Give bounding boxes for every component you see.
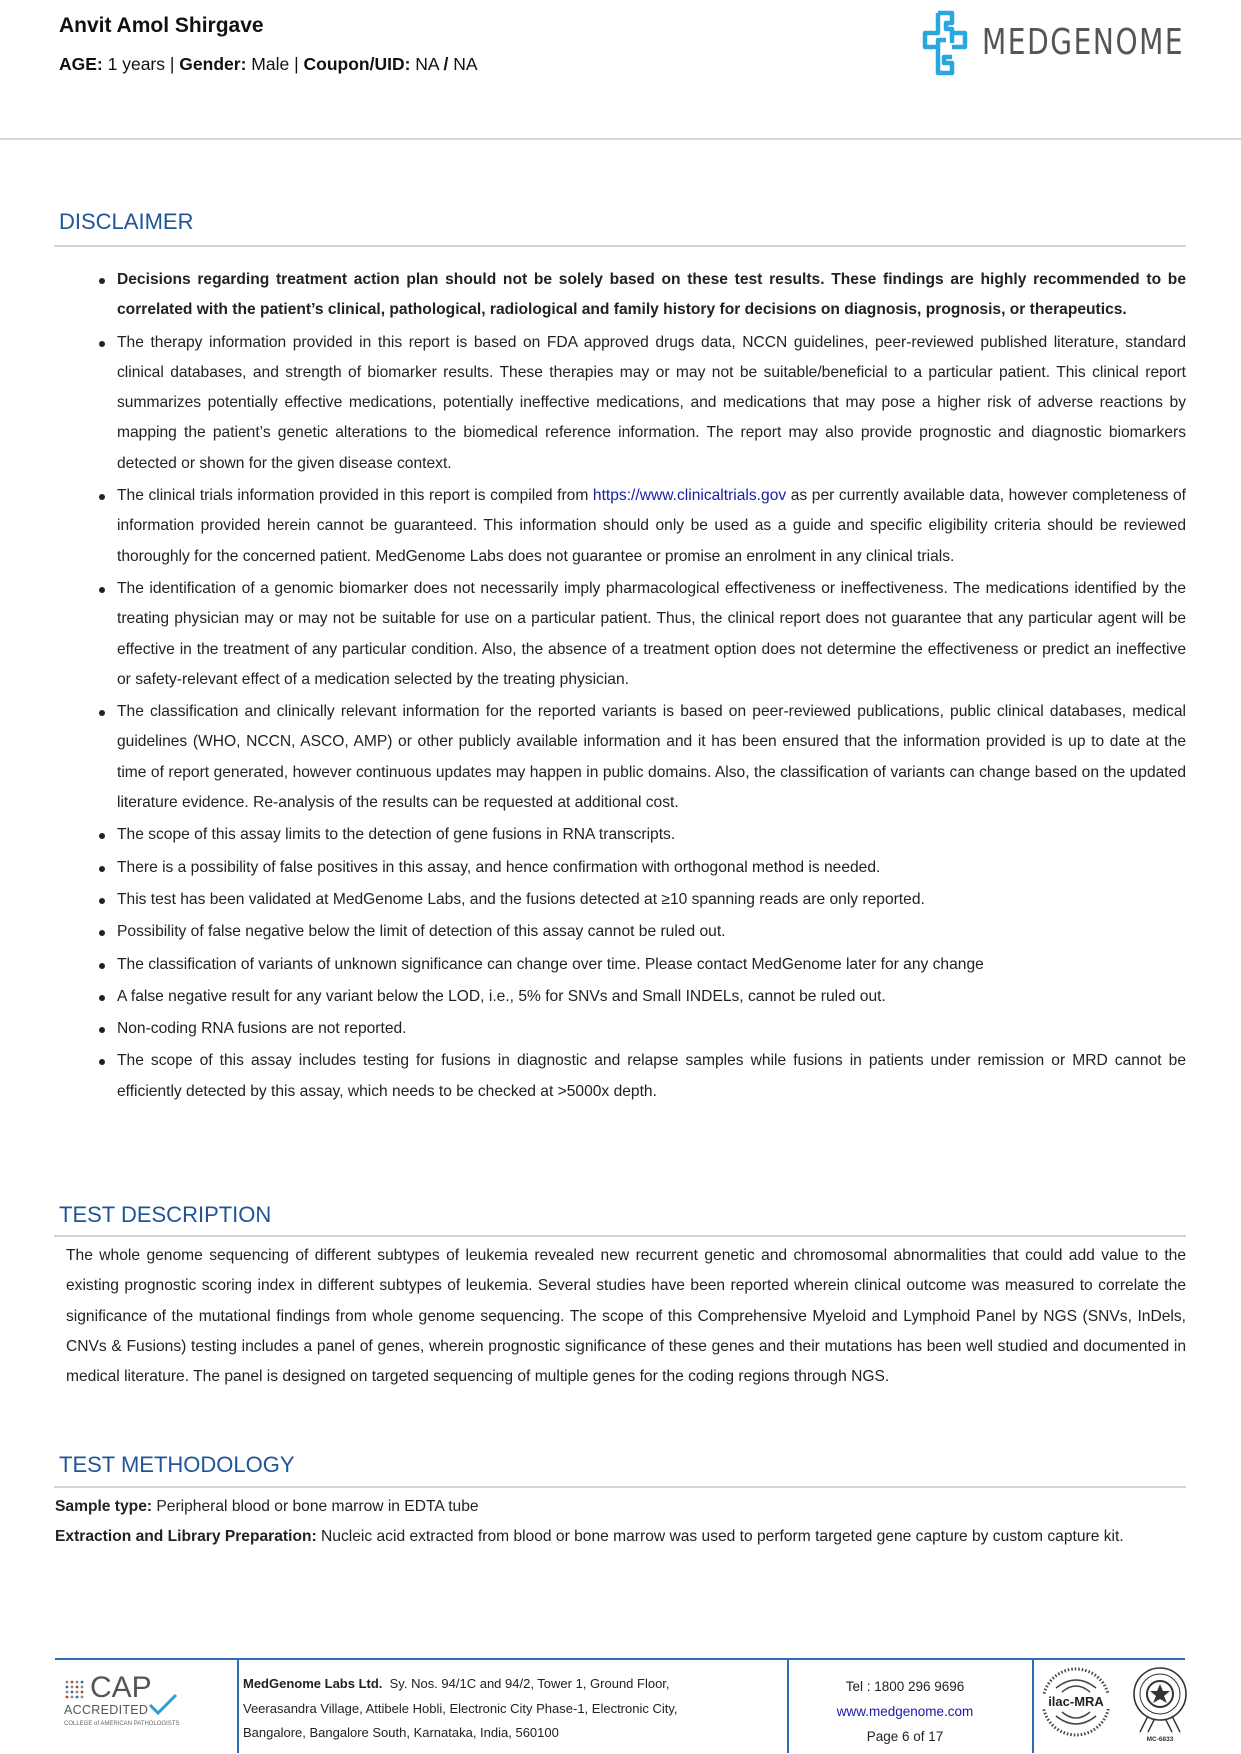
patient-name: Anvit Amol Shirgave xyxy=(59,14,264,37)
coupon-label: Coupon/UID: xyxy=(303,54,411,74)
nabl-seal-icon xyxy=(1130,1666,1190,1736)
cap-accredited-logo xyxy=(60,1671,190,1735)
footer-column-divider xyxy=(237,1660,239,1753)
gender-value: Male xyxy=(251,54,290,74)
footer-column-divider xyxy=(1032,1660,1034,1753)
disclaimer-item: This test has been validated at MedGenome Labs, and the fusions detected at ≥10 spanning reads are only reported. xyxy=(99,885,1186,915)
ilac-mra-logo xyxy=(1040,1666,1112,1738)
footer-divider xyxy=(55,1658,1185,1660)
disclaimer-title: DISCLAIMER xyxy=(59,209,194,234)
footer-column-divider xyxy=(787,1660,789,1753)
section-divider xyxy=(54,245,1186,247)
disclaimer-item: Non-coding RNA fusions are not reported. xyxy=(99,1014,1186,1044)
nabl-logo xyxy=(1130,1666,1190,1746)
company-name: MedGenome Labs Ltd. xyxy=(243,1676,383,1691)
cap-subtitle: COLLEGE of AMERICAN PATHOLOGISTS xyxy=(64,1721,180,1727)
disclaimer-item: The therapy information provided in this report is based on FDA approved drugs data, NCCN guidelines, peer-reviewed published literature, standard clinical databases, and strength of biomarker results. These therapies may or may not be suitable/beneficial to a particular patient. This clinical report summarizes potentially effective medications, potentially ineffective medications, and medications that may pose a higher risk of adverse reactions by mapping the patient’s genetic alterations to the biomedical reference information. The report may also provide prognostic and diagnostic biomarkers detected or shown for the given disease context. xyxy=(99,328,1186,479)
uid-value: NA xyxy=(453,54,478,74)
ilac-text: ilac-MRA xyxy=(1040,1694,1112,1709)
page-number: Page 6 of 17 xyxy=(866,1729,944,1744)
disclaimer-item: The classification of variants of unknown significance can change over time. Please contact MedGenome later for any change xyxy=(99,950,1186,980)
coupon-value: NA xyxy=(415,54,439,74)
test-methodology-title: TEST METHODOLOGY xyxy=(59,1452,295,1477)
age-value: 1 years xyxy=(107,54,166,74)
disclaimer-item: The scope of this assay includes testing for fusions in diagnostic and relapse samples while fusions in patients under remission or MRD cannot be efficiently detected by this assay, which needs to be checked at >5000x depth. xyxy=(99,1046,1186,1107)
cap-accredited: ACCREDITED xyxy=(64,1703,149,1717)
disclaimer-item: Decisions regarding treatment action plan should not be solely based on these test results. These findings are highly recommended to be correlated with the patient’s clinical, pathological, radiological and family history for decisions on diagnosis, prognosis, or therapeutics. xyxy=(99,265,1186,326)
nabl-code: MC-6833 xyxy=(1146,1736,1174,1743)
clinicaltrials-link[interactable]: https://www.clinicaltrials.gov xyxy=(592,487,787,505)
footer-contact xyxy=(790,1674,1020,1749)
test-methodology-body xyxy=(55,1492,1185,1553)
patient-meta: AGE: 1 years | Gender: Male | Coupon/UID: NA / NA xyxy=(59,54,478,74)
cap-title: CAP xyxy=(90,1671,152,1704)
gender-label: Gender: xyxy=(179,54,247,74)
website-link[interactable]: www.medgenome.com xyxy=(836,1704,974,1719)
footer-address: MedGenome Labs Ltd. Sy. Nos. 94/1C and 94/2, Tower 1, Ground Floor, Veerasandra Village, Attibele Hobli, Electronic City Phase-1, Electronic City, Bangalore, Bangalore South, Karnataka, India, 560100 xyxy=(243,1676,678,1740)
disclaimer-item: The identification of a genomic biomarker does not necessarily imply pharmacological effectiveness or ineffectiveness. The medications identified by the treating physician may or may not be suitable for use on a particular patient. Thus, the clinical report does not guarantee that any particular agent will be effective in the treatment of any particular condition. Also, the absence of a treatment option does not determine the effectiveness or predict an ineffective or safety-relevant effect of a medication selected by the treating physician. xyxy=(99,574,1186,695)
telephone: Tel : 1800 296 9696 xyxy=(845,1679,965,1694)
section-divider xyxy=(54,1235,1186,1237)
cap-dots-icon xyxy=(64,1679,86,1701)
medgenome-wordmark: MEDGENOME xyxy=(982,22,1185,63)
checkmark-icon xyxy=(148,1693,178,1715)
disclaimer-item: A false negative result for any variant below the LOD, i.e., 5% for SNVs and Small INDELs, cannot be ruled out. xyxy=(99,982,1186,1012)
age-label: AGE: xyxy=(59,54,103,74)
medgenome-cross-icon xyxy=(922,10,968,76)
test-description-title: TEST DESCRIPTION xyxy=(59,1202,272,1227)
test-description-text: The whole genome sequencing of different subtypes of leukemia revealed new recurrent genetic and chromosomal abnormalities that could add value to the existing prognostic scoring index in different subtypes of leukemia. Several studies have been reported wherein clinical outcome was measured to correlate the significance of the mutational findings from whole genome sequencing. The scope of this Comprehensive Myeloid and Lymphoid Panel by NGS (SNVs, InDels, CNVs & Fusions) testing includes a panel of genes, wherein prognostic significance of these genes and their mutations has been well studied and documented in medical literature. The panel is designed on targeted sequencing of multiple genes for the coding regions through NGS. xyxy=(66,1247,1186,1386)
sample-type: Sample type: Peripheral blood or bone marrow in EDTA tube xyxy=(55,1498,479,1515)
disclaimer-item: There is a possibility of false positives in this assay, and hence confirmation with orthogonal method is needed. xyxy=(99,853,1186,883)
section-divider xyxy=(54,1486,1186,1488)
disclaimer-item-clinical-trials: The clinical trials information provided in this report is compiled from https://www.clinicaltrials.gov as per currently available data, however completeness of information provided herein cannot be guaranteed. This information should only be used as a guide and specific eligibility criteria should be reviewed thoroughly for the concerned patient. MedGenome Labs does not guarantee or promise an enrolment in any clinical trials. xyxy=(99,481,1186,572)
disclaimer-item: Possibility of false negative below the limit of detection of this assay cannot be ruled out. xyxy=(99,917,1186,947)
extraction-prep: Extraction and Library Preparation: Nucleic acid extracted from blood or bone marrow was used to perform targeted gene capture by custom capture kit. xyxy=(55,1528,1124,1546)
disclaimer-list xyxy=(99,265,1186,1109)
disclaimer-item: The scope of this assay limits to the detection of gene fusions in RNA transcripts. xyxy=(99,820,1186,850)
disclaimer-item: The classification and clinically relevant information for the reported variants is based on peer-reviewed publications, public clinical databases, medical guidelines (WHO, NCCN, ASCO, AMP) or other publicly available information and it has been ensured that the information provided is up to date at the time of report generated, however continuous updates may happen in public domains. Also, the classification of variants can change based on the updated literature evidence. Re-analysis of the results can be requested at additional cost. xyxy=(99,697,1186,818)
medgenome-logo xyxy=(922,10,1185,76)
page-header xyxy=(0,0,1241,140)
